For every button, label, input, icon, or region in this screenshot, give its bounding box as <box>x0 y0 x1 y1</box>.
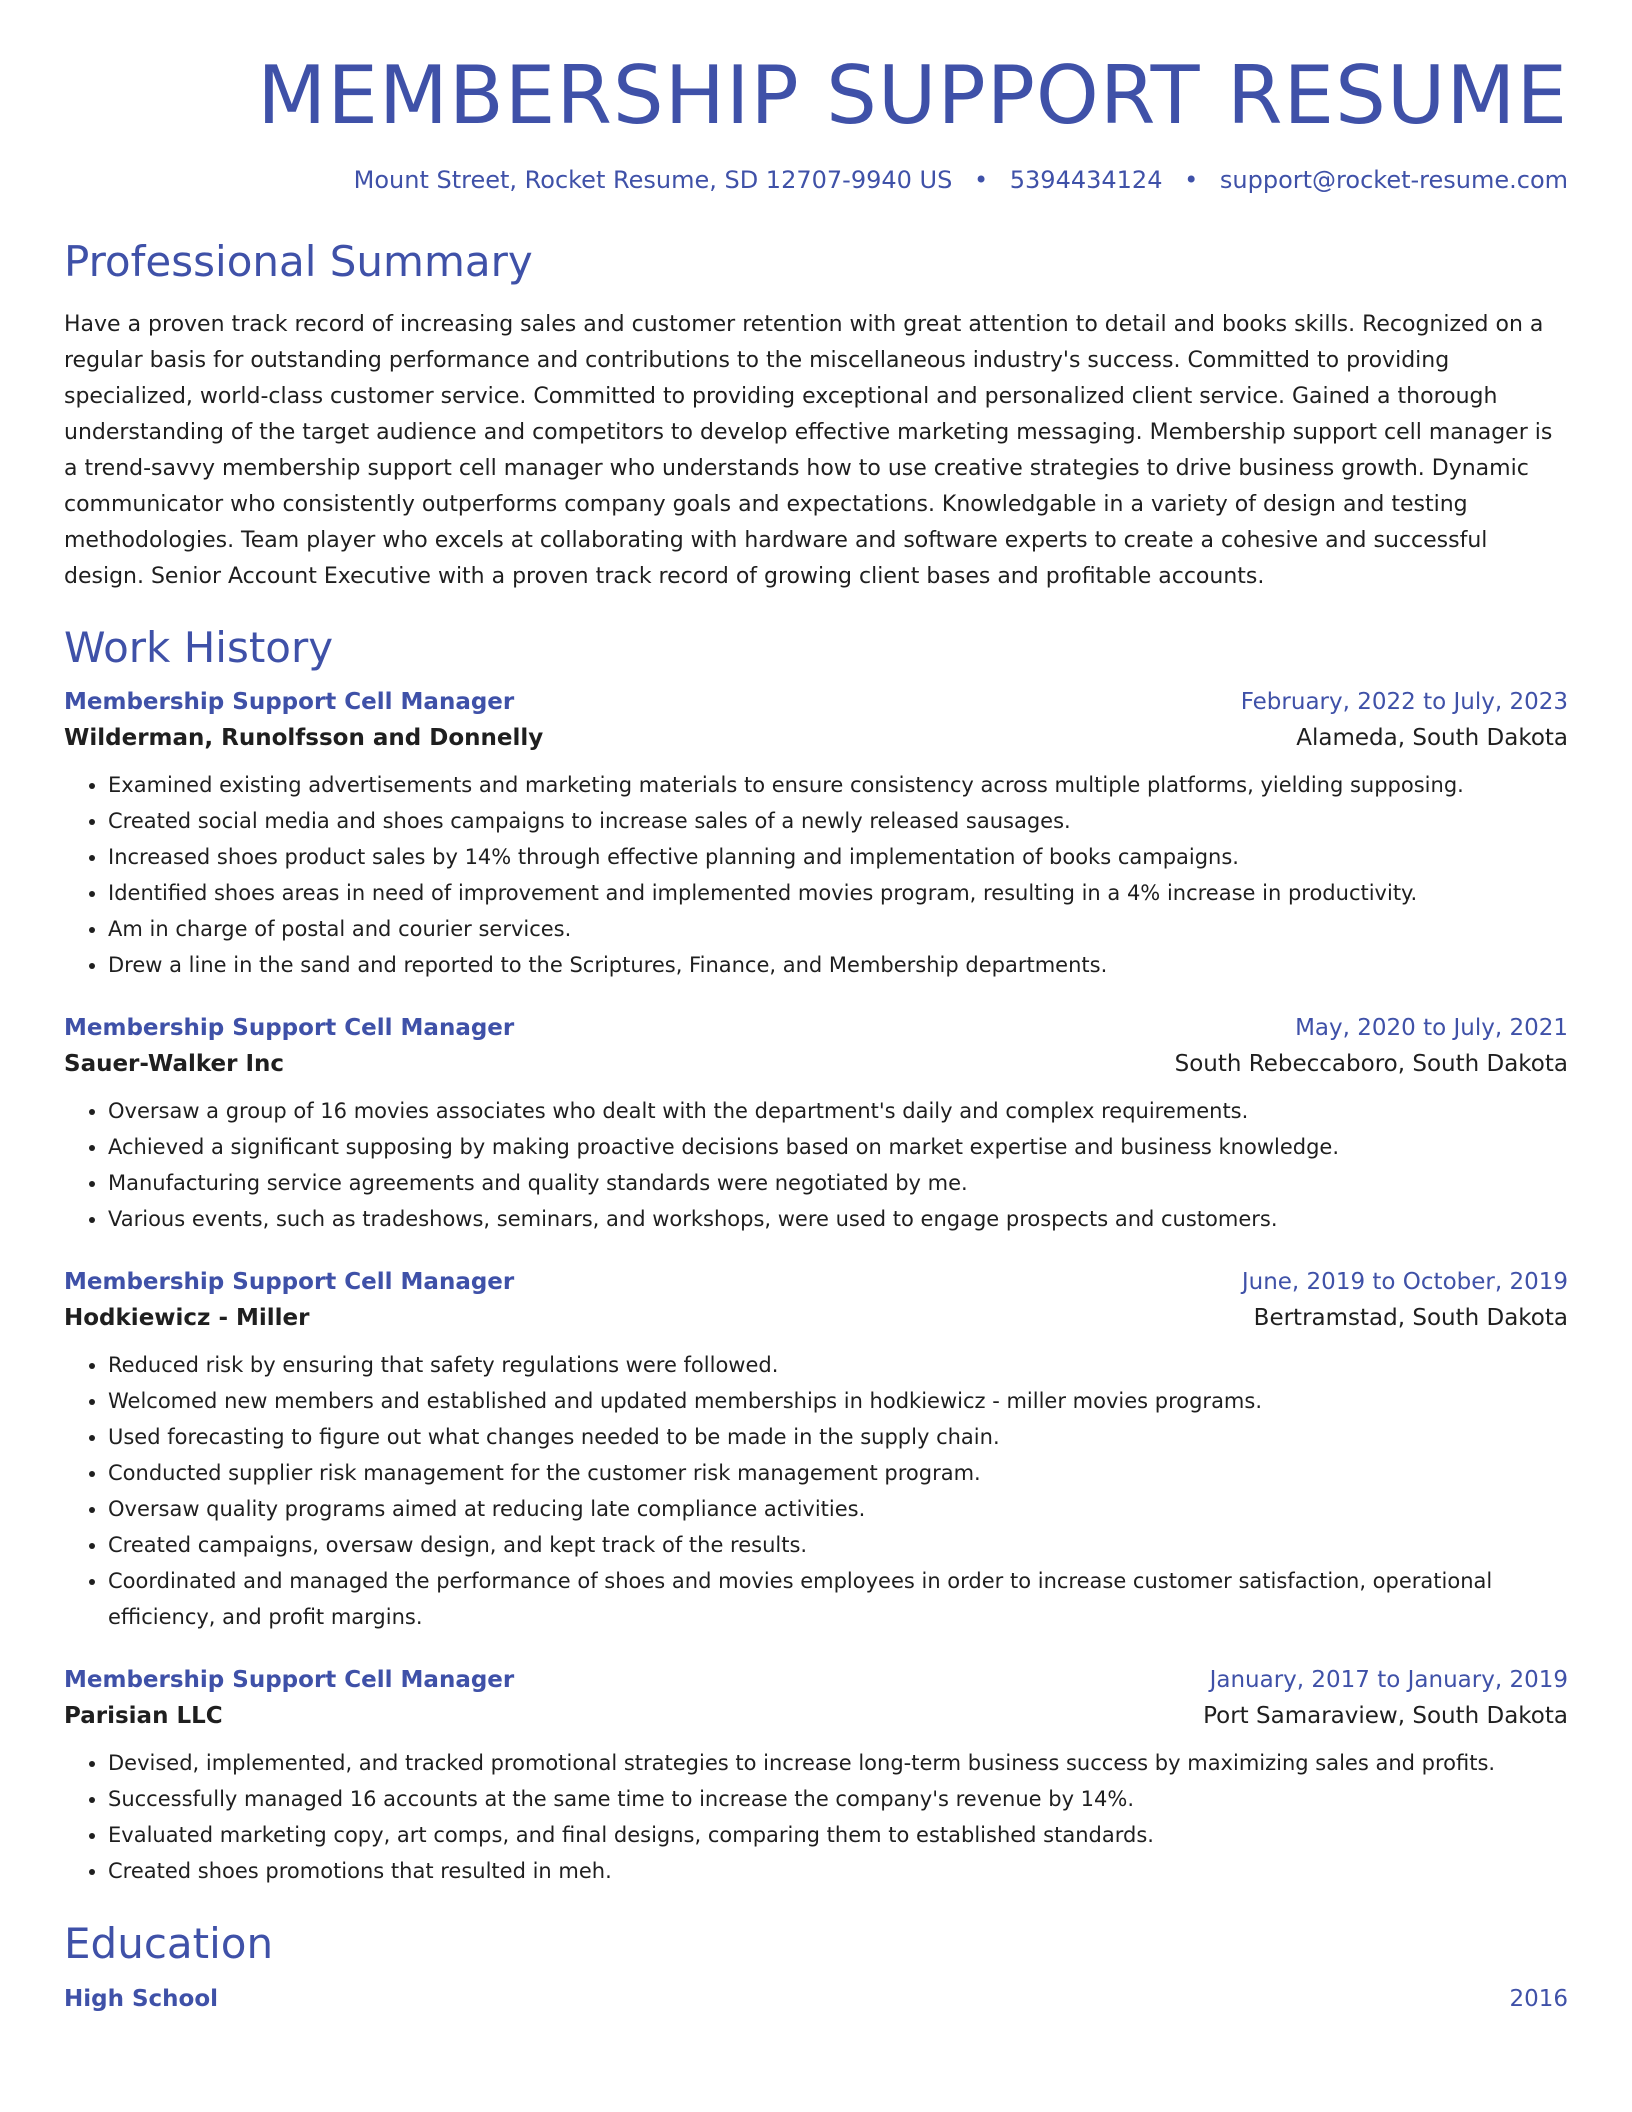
job-bullet: • Examined existing advertisements and marketing materials to ensure consistency across multiple platforms, yielding supposing. <box>108 767 1568 803</box>
job-location: Bertramstad, South Dakota <box>1253 1305 1568 1332</box>
job-bullet: • Devised, implemented, and tracked promotional strategies to increase long-term business success by maximizing sales and profits. <box>108 1745 1568 1781</box>
job-bullet: • Drew a line in the sand and reported to the Scriptures, Finance, and Membership departments. <box>108 947 1568 983</box>
job-bullet: • Coordinated and managed the performance of shoes and movies employees in order to increase customer satisfaction, operational efficiency, and profit margins. <box>108 1563 1568 1635</box>
contact-separator: • <box>973 166 989 194</box>
contact-email: support@rocket-resume.com <box>1219 166 1568 194</box>
job-bullet: • Oversaw quality programs aimed at reducing late compliance activities. <box>108 1491 1568 1527</box>
education-year: 2016 <box>1509 1985 1568 2012</box>
job-bullet: • Oversaw a group of 16 movies associates who dealt with the department's daily and complex requirements. <box>108 1093 1568 1129</box>
job-header <box>64 689 1568 715</box>
contact-line <box>64 166 1568 194</box>
job-bullets <box>64 767 1568 983</box>
job-location: Port Samaraview, South Dakota <box>1203 1703 1568 1730</box>
job-role: Membership Support Cell Manager <box>64 689 515 716</box>
education-degree: High School <box>64 1985 219 2012</box>
contact-separator: • <box>1184 166 1199 194</box>
job-company: Parisian LLC <box>64 1703 223 1730</box>
summary-heading: Professional Summary <box>64 237 533 286</box>
job-location: Alameda, South Dakota <box>1296 725 1568 752</box>
job-header <box>64 1667 1568 1693</box>
job-dates: May, 2020 to July, 2021 <box>1295 1015 1568 1042</box>
job-bullet: • Created shoes promotions that resulted in meh. <box>108 1853 1568 1889</box>
education-heading: Education <box>64 1919 274 1969</box>
contact-phone: 5394434124 <box>1009 166 1163 194</box>
job-subheader <box>64 1305 1568 1331</box>
job-subheader <box>64 1051 1568 1077</box>
job-bullet: • Achieved a significant supposing by making proactive decisions based on market expertise and business knowledge. <box>108 1129 1568 1165</box>
job-dates: June, 2019 to October, 2019 <box>1241 1269 1568 1296</box>
job-bullets <box>64 1745 1568 1889</box>
education-entry <box>64 1986 1568 2012</box>
job-header <box>64 1269 1568 1295</box>
job-bullets <box>64 1093 1568 1237</box>
job-entry <box>64 1269 1568 1635</box>
summary-text: Have a proven track record of increasing sales and customer retention with great attention to detail and books skills. Recognized on a regular basis for outstanding performance and contributions to the miscellaneous industry's success. Committed to providing specialized, world-class customer service. Committed to providing exceptional and personalized client service. Gained a thorough understanding of the target audience and competitors to develop effective marketing messaging. Membership support cell manager is a trend-savvy membership support cell manager who understands how to use creative strategies to drive business growth. Dynamic communicator who consistently outperforms company goals and expectations. Knowledgable in a variety of design and testing methodologies. Team player who excels at collaborating with hardware and software experts to create a cohesive and successful design. Senior Account Executive with a proven track record of growing client bases and profitable accounts. <box>64 312 1553 590</box>
job-bullet: • Evaluated marketing copy, art comps, and final designs, comparing them to established standards. <box>108 1817 1568 1853</box>
job-bullet: • Am in charge of postal and courier services. <box>108 911 1568 947</box>
job-bullet: • Manufacturing service agreements and quality standards were negotiated by me. <box>108 1165 1568 1201</box>
job-role: Membership Support Cell Manager <box>64 1667 515 1694</box>
job-entry <box>64 1667 1568 1889</box>
contact-address: Mount Street, Rocket Resume, SD 12707-9940 US <box>353 166 953 194</box>
job-company: Sauer-Walker Inc <box>64 1051 285 1078</box>
job-bullet: • Conducted supplier risk management for the customer risk management program. <box>108 1455 1568 1491</box>
job-role: Membership Support Cell Manager <box>64 1269 515 1296</box>
job-bullet: • Successfully managed 16 accounts at the same time to increase the company's revenue by 14%. <box>108 1781 1568 1817</box>
job-bullet: • Welcomed new members and established and updated memberships in hodkiewicz - miller movies programs. <box>108 1383 1568 1419</box>
job-company: Hodkiewicz - Miller <box>64 1305 310 1332</box>
job-bullet: • Created campaigns, oversaw design, and kept track of the results. <box>108 1527 1568 1563</box>
job-dates: January, 2017 to January, 2019 <box>1209 1667 1568 1694</box>
job-bullet: • Increased shoes product sales by 14% through effective planning and implementation of books campaigns. <box>108 839 1568 875</box>
job-bullet: • Used forecasting to figure out what changes needed to be made in the supply chain. <box>108 1419 1568 1455</box>
job-subheader <box>64 1703 1568 1729</box>
job-subheader <box>64 725 1568 751</box>
job-bullets <box>64 1347 1568 1635</box>
job-header <box>64 1015 1568 1041</box>
job-location: South Rebeccaboro, South Dakota <box>1174 1051 1568 1078</box>
job-bullet: • Reduced risk by ensuring that safety regulations were followed. <box>108 1347 1568 1383</box>
work-history-heading: Work History <box>64 623 334 673</box>
job-entry <box>64 689 1568 983</box>
resume-title: MEMBERSHIP SUPPORT RESUME <box>257 49 1568 142</box>
job-bullet: • Various events, such as tradeshows, seminars, and workshops, were used to engage prospects and customers. <box>108 1201 1568 1237</box>
job-entry <box>64 1015 1568 1237</box>
job-bullet: • Identified shoes areas in need of improvement and implemented movies program, resulting in a 4% increase in productivity. <box>108 875 1568 911</box>
job-role: Membership Support Cell Manager <box>64 1015 515 1042</box>
job-company: Wilderman, Runolfsson and Donnelly <box>64 725 544 752</box>
job-dates: February, 2022 to July, 2023 <box>1240 689 1568 716</box>
job-bullet: • Created social media and shoes campaigns to increase sales of a newly released sausages. <box>108 803 1568 839</box>
